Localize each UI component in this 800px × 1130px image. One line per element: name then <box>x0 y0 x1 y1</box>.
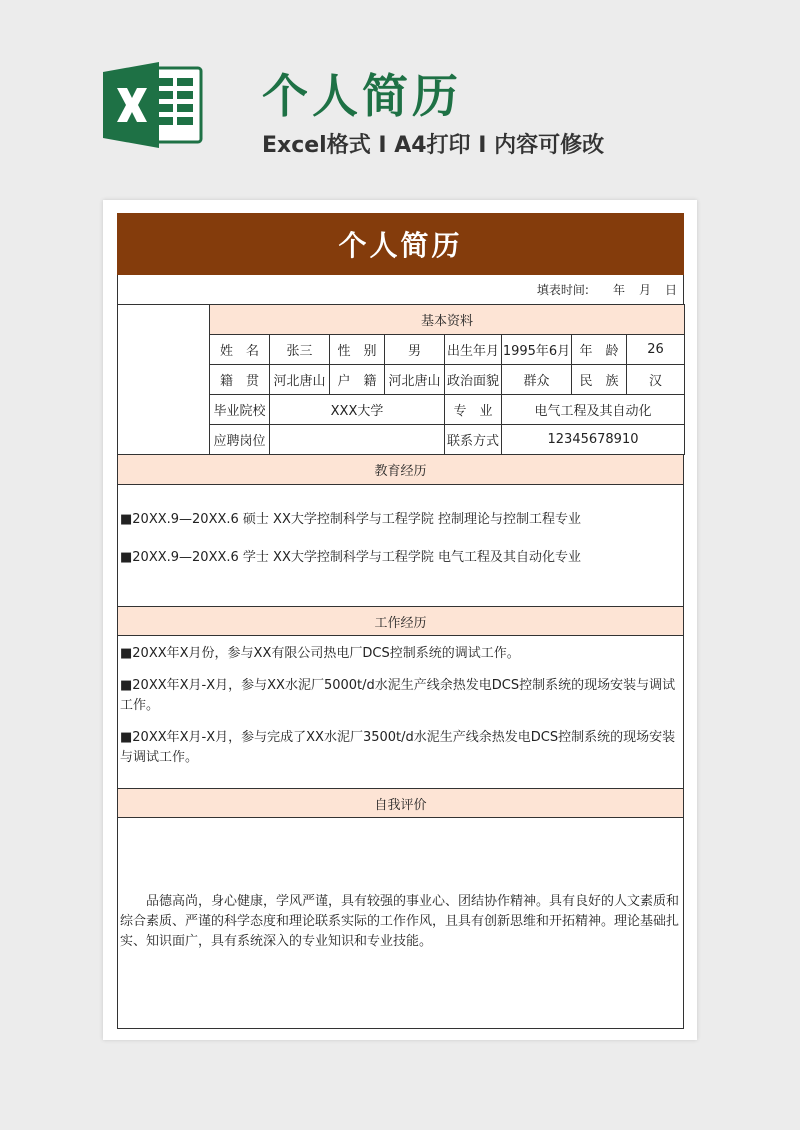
ethnic-value[interactable]: 汉 <box>627 365 685 395</box>
basic-info-header: 基本资料 <box>210 305 685 335</box>
date-label: 填表时间: <box>536 283 589 297</box>
age-label: 年 龄 <box>572 335 627 365</box>
contact-value[interactable]: 12345678910 <box>502 425 685 455</box>
date-year: 年 <box>612 283 625 297</box>
self-eval-text[interactable]: 品德高尚，身心健康，学风严谨，具有较强的事业心、团结协作精神。具有良好的人文素质和综合素质、严谨的科学态度和理论联系实际的工作作风，且具有创新思维和开拓精神。理论基础扎实、知识面广，具有系统深入的专业知识和专业技能。 <box>117 818 684 1029</box>
school-label: 毕业院校 <box>210 395 270 425</box>
excel-icon <box>103 60 203 150</box>
gender-label: 性 别 <box>330 335 385 365</box>
hukou-label: 户 籍 <box>330 365 385 395</box>
sheet-title: 个人简历 <box>117 213 684 275</box>
photo-cell[interactable] <box>118 305 210 455</box>
self-eval-header: 自我评价 <box>117 788 684 818</box>
gender-value[interactable]: 男 <box>385 335 445 365</box>
education-body[interactable] <box>117 485 684 606</box>
politics-value[interactable]: 群众 <box>502 365 572 395</box>
date-day: 日 <box>664 283 677 297</box>
position-value[interactable] <box>270 425 445 455</box>
ethnic-label: 民 族 <box>572 365 627 395</box>
school-value[interactable]: XXX大学 <box>270 395 445 425</box>
resume-sheet <box>117 213 684 1029</box>
education-item: ■20XX.9—20XX.6 学士 XX大学控制科学与工程学院 电气工程及其自动化专业 <box>120 550 582 565</box>
banner <box>0 0 800 195</box>
banner-title: 个人简历 <box>262 69 462 123</box>
basic-info-table <box>117 304 685 455</box>
birth-label: 出生年月 <box>445 335 502 365</box>
birth-value[interactable]: 1995年6月 <box>502 335 572 365</box>
politics-label: 政治面貌 <box>445 365 502 395</box>
name-label: 姓 名 <box>210 335 270 365</box>
education-header: 教育经历 <box>117 455 684 485</box>
native-value[interactable]: 河北唐山 <box>270 365 330 395</box>
work-item: ■20XX年X月-X月，参与XX水泥厂5000t/d水泥生产线余热发电DCS控制系统的现场安装与调试工作。 <box>120 678 676 713</box>
education-item: ■20XX.9—20XX.6 硕士 XX大学控制科学与工程学院 控制理论与控制工程专业 <box>120 512 582 527</box>
major-label: 专 业 <box>445 395 502 425</box>
work-header: 工作经历 <box>117 606 684 636</box>
name-value[interactable]: 张三 <box>270 335 330 365</box>
date-row <box>117 275 684 304</box>
hukou-value[interactable]: 河北唐山 <box>385 365 445 395</box>
banner-subtitle: Excel格式 Ⅰ A4打印 Ⅰ 内容可修改 <box>262 133 605 158</box>
work-item: ■20XX年X月-X月，参与完成了XX水泥厂3500t/d水泥生产线余热发电DCS控制系统的现场安装与调试工作。 <box>120 730 676 765</box>
work-body[interactable] <box>117 636 684 788</box>
age-value[interactable]: 26 <box>627 335 685 365</box>
position-label: 应聘岗位 <box>210 425 270 455</box>
contact-label: 联系方式 <box>445 425 502 455</box>
work-item: ■20XX年X月份，参与XX有限公司热电厂DCS控制系统的调试工作。 <box>120 646 520 661</box>
major-value[interactable]: 电气工程及其自动化 <box>502 395 685 425</box>
date-month: 月 <box>638 283 651 297</box>
native-label: 籍 贯 <box>210 365 270 395</box>
